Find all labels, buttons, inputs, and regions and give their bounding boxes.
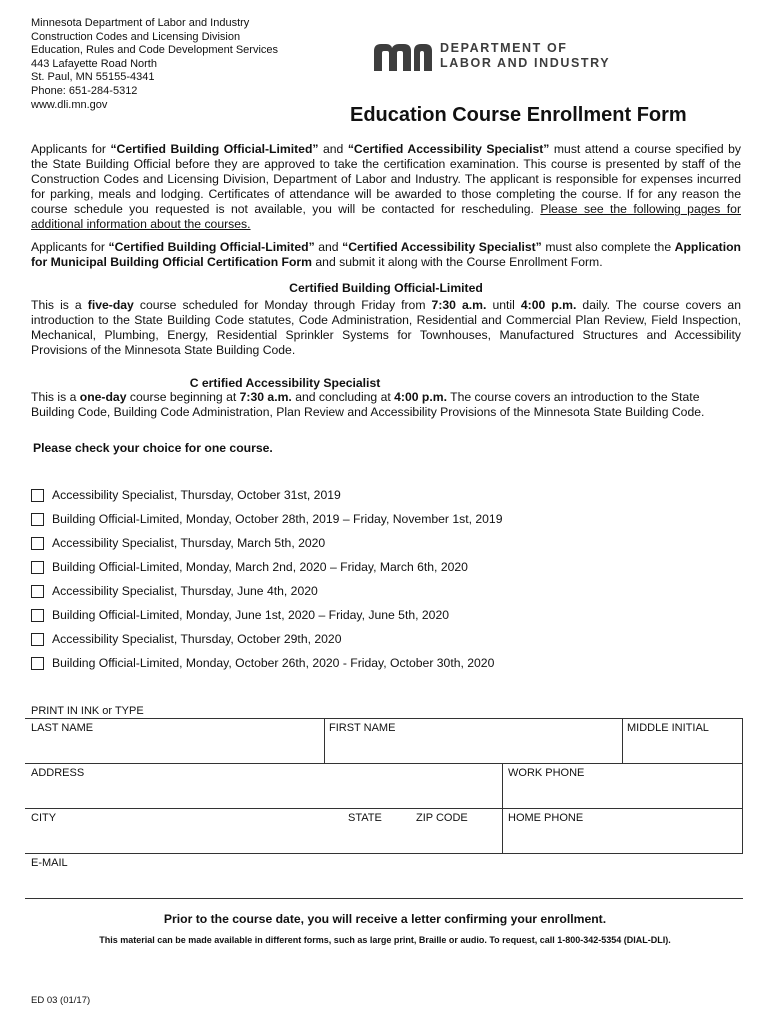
address-line: Education, Rules and Code Development Services	[31, 44, 279, 57]
checkbox[interactable]	[31, 561, 44, 574]
choice-prompt: Please check your choice for one course.	[33, 441, 273, 455]
divider	[324, 718, 325, 763]
checkbox[interactable]	[31, 585, 44, 598]
address-line: Minnesota Department of Labor and Industry	[31, 17, 250, 29]
intro-paragraph	[31, 142, 741, 233]
text: and concluding at	[291, 390, 395, 404]
middle-initial-field[interactable]: MIDDLE INITIAL	[627, 722, 709, 734]
text: 7:30 a.m.	[239, 390, 292, 404]
course-name: “Certified Accessibility Specialist”	[342, 240, 542, 254]
text: This is a	[31, 298, 88, 312]
divider	[25, 853, 743, 854]
divider	[742, 763, 743, 853]
form-code: ED 03 (01/17)	[31, 995, 91, 1006]
address-line: Phone: 651-284-5312	[31, 84, 138, 97]
address-field[interactable]: ADDRESS	[31, 767, 85, 779]
zip-code-field[interactable]: ZIP CODE	[416, 812, 468, 824]
option-label: Building Official-Limited, Monday, June 1st, 2020 – Friday, June 5th, 2020	[52, 608, 449, 622]
requirements-paragraph	[31, 240, 741, 270]
dli-logo	[374, 41, 624, 75]
logo-text	[440, 41, 610, 70]
divider	[25, 898, 743, 899]
mn-logo-icon	[374, 43, 432, 71]
text: five-day	[87, 298, 134, 312]
text: and	[314, 240, 343, 254]
state-field[interactable]: STATE	[348, 812, 382, 824]
option-label: Accessibility Specialist, Thursday, June 4th, 2020	[52, 584, 318, 598]
print-instruction: PRINT IN INK or TYPE	[31, 705, 144, 717]
accessibility-note: This material can be made available in different forms, such as large print, Braille or audio. To request, call 1-800-342-5354 (DIAL-DLI).	[99, 935, 671, 945]
option-label: Building Official-Limited, Monday, October 28th, 2019 – Friday, November 1st, 2019	[52, 512, 503, 526]
text: daily. The course covers an introduction to the State Building Code statutes, Code Administration, Residential and Commercial Plan Review, Field Inspection, Mechanical, Plumbing, Energy, Residential Sprinkler Systems for Townhouses, Manufactured Structures and Accessibility Provisions of the Minnesota State Building Code.	[31, 298, 741, 358]
checkbox[interactable]	[31, 537, 44, 550]
address-line: Construction Codes and Licensing Division	[31, 30, 241, 43]
city-field[interactable]: CITY	[31, 812, 57, 824]
text: Applicants for	[31, 142, 111, 156]
option-label: Building Official-Limited, Monday, March 2nd, 2020 – Friday, March 6th, 2020	[52, 560, 468, 574]
option-label: Accessibility Specialist, Thursday, March 5th, 2020	[52, 536, 326, 550]
cbo-heading: Certified Building Official-Limited	[289, 281, 483, 295]
last-name-field[interactable]: LAST NAME	[31, 722, 94, 734]
course-option[interactable]	[31, 558, 468, 576]
text: course scheduled for Monday through Friday from	[133, 298, 432, 312]
more-info-link[interactable]: Please see the following pages for additional information about the courses.	[31, 202, 741, 232]
text: course beginning at	[126, 390, 240, 404]
option-label: Accessibility Specialist, Thursday, October 29th, 2020	[52, 632, 342, 646]
text: must attend a course specified by the State Building Official before they are approved to take the certification examination. This course is presented by staff of the Construction Codes and Licensing Division, Department of Labor and Industry. The applicant is responsible for expenses incurred for parking, meals and lodging. Certificates of attendance will be awarded to those completing the course. If for any reason the course schedule you requested is not available, you will be contacted for rescheduling.	[31, 142, 741, 217]
logo-line2: LABOR AND INDUSTRY	[440, 55, 611, 70]
course-option[interactable]	[31, 606, 449, 624]
text: This is a	[31, 390, 80, 404]
course-option[interactable]	[31, 630, 341, 648]
address-line: 443 Lafayette Road North	[31, 57, 157, 70]
text: 4:00 p.m.	[394, 390, 447, 404]
course-option[interactable]	[31, 654, 494, 672]
text: 7:30 a.m.	[431, 298, 487, 312]
form-title: Education Course Enrollment Form	[350, 104, 687, 126]
application-form-name: Application for Municipal Building Official Certification Form	[31, 240, 741, 270]
text: The course covers an introduction to the State Building Code, Building Code Administration, Plan Review and Accessibility Provisions of the Minnesota State Building Code.	[31, 390, 705, 420]
agency-address	[31, 17, 278, 112]
checkbox[interactable]	[31, 513, 44, 526]
text: and submit it along with the Course Enrollment Form.	[312, 255, 603, 270]
course-name: “Certified Building Official-Limited”	[110, 142, 319, 156]
email-field[interactable]: E-MAIL	[31, 857, 68, 869]
checkbox[interactable]	[31, 489, 44, 502]
text: and	[318, 142, 348, 156]
cas-description	[31, 390, 721, 420]
course-option[interactable]	[31, 510, 503, 528]
text: must also complete the	[541, 240, 675, 254]
cbo-description	[31, 298, 741, 358]
confirmation-note: Prior to the course date, you will receive a letter confirming your enrollment.	[163, 912, 607, 926]
course-option[interactable]	[31, 582, 318, 600]
checkbox[interactable]	[31, 633, 44, 646]
divider	[25, 763, 743, 764]
work-phone-field[interactable]: WORK PHONE	[508, 767, 585, 779]
text: one-day	[79, 390, 127, 404]
divider	[742, 718, 743, 763]
text: Applicants for	[31, 240, 109, 254]
cas-heading: C ertified Accessibility Specialist	[189, 376, 381, 390]
course-option[interactable]	[31, 534, 325, 552]
divider	[25, 808, 743, 809]
logo-line1: DEPARTMENT OF	[440, 41, 568, 55]
course-name: “Certified Building Official-Limited”	[108, 240, 315, 254]
checkbox[interactable]	[31, 657, 44, 670]
divider	[622, 718, 623, 763]
address-line: www.dli.mn.gov	[31, 98, 108, 111]
option-label: Accessibility Specialist, Thursday, October 31st, 2019	[52, 488, 341, 502]
address-line: St. Paul, MN 55155-4341	[31, 71, 155, 84]
course-option[interactable]	[31, 486, 341, 504]
checkbox[interactable]	[31, 609, 44, 622]
text: until	[486, 298, 521, 312]
home-phone-field[interactable]: HOME PHONE	[508, 812, 584, 824]
first-name-field[interactable]: FIRST NAME	[329, 722, 396, 734]
option-label: Building Official-Limited, Monday, October 26th, 2020 - Friday, October 30th, 2020	[52, 656, 495, 670]
divider	[25, 718, 743, 719]
divider	[502, 763, 503, 853]
text: 4:00 p.m.	[520, 298, 577, 312]
course-name: “Certified Accessibility Specialist”	[347, 142, 550, 156]
